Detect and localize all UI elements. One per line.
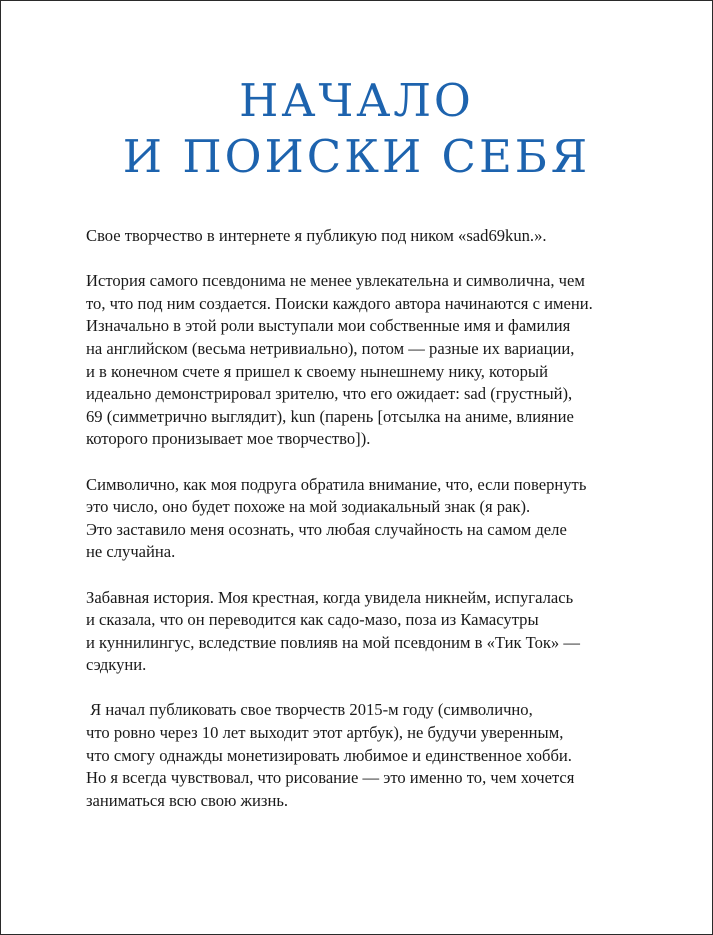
text-line: заниматься всю свою жизнь. (86, 790, 289, 810)
text-line: что смогу однажды монетизировать любимое и единственное хобби. (86, 745, 572, 765)
text-line: сэдкуни. (86, 655, 147, 675)
text-line: на английском (весьма нетривиально), потом — разные их вариации, (86, 338, 575, 358)
text-line: не случайна. (86, 542, 176, 562)
paragraph-5 (86, 699, 626, 812)
text-line: идеально демонстрировал зрителю, что его ожидает: sad (грустный), (86, 384, 573, 404)
text-line: Свое творчество в интернете я публикую под ником «sad69kun.». (86, 226, 547, 245)
text-line: и сказала, что он переводится как садо-мазо, поза из Камасутры (86, 610, 539, 630)
text-line: 69 (симметрично выглядит), kun (парень [отсылка на аниме, влияние (86, 406, 574, 426)
text-line: Это заставило меня осознать, что любая случайность на самом деле (86, 519, 567, 539)
text-line: что ровно через 10 лет выходит этот артбук), не будучи уверенным, (86, 723, 564, 743)
paragraph-2 (86, 270, 626, 451)
text-line: и куннилингус, вследствие повлияв на мой псевдоним в «Тик Ток» — (86, 632, 580, 652)
text-line: Но я всегда чувствовал, что рисование — это именно то, чем хочется (86, 768, 575, 788)
body-text (86, 225, 626, 835)
paragraph-3 (86, 474, 626, 564)
text-line: Символично, как моя подруга обратила внимание, что, если повернуть (86, 474, 587, 494)
chapter-title (1, 73, 712, 185)
text-line: История самого псевдонима не менее увлекательна и символична, чем (86, 271, 585, 291)
text-line: Я начал публиковать свое творчеств 2015-м году (символично, (86, 700, 533, 720)
text-line: которого пронизывает мое творчество]). (86, 429, 371, 449)
paragraph-1 (86, 225, 626, 248)
chapter-title-line-2: И ПОИСКИ СЕБЯ (122, 130, 591, 183)
text-line: это число, оно будет похоже на мой зодиакальный знак (я рак). (86, 497, 531, 517)
text-line: Забавная история. Моя крестная, когда увидела никнейм, испугалась (86, 587, 574, 607)
text-line: то, что под ним создается. Поиски каждого автора начинаются с имени. (86, 293, 593, 313)
chapter-title-line-1: НАЧАЛО (239, 74, 474, 127)
text-line: Изначально в этой роли выступали мои собственные имя и фамилия (86, 316, 571, 336)
text-line: и в конечном счете я пришел к своему нынешнему нику, который (86, 361, 548, 381)
paragraph-4 (86, 587, 626, 677)
